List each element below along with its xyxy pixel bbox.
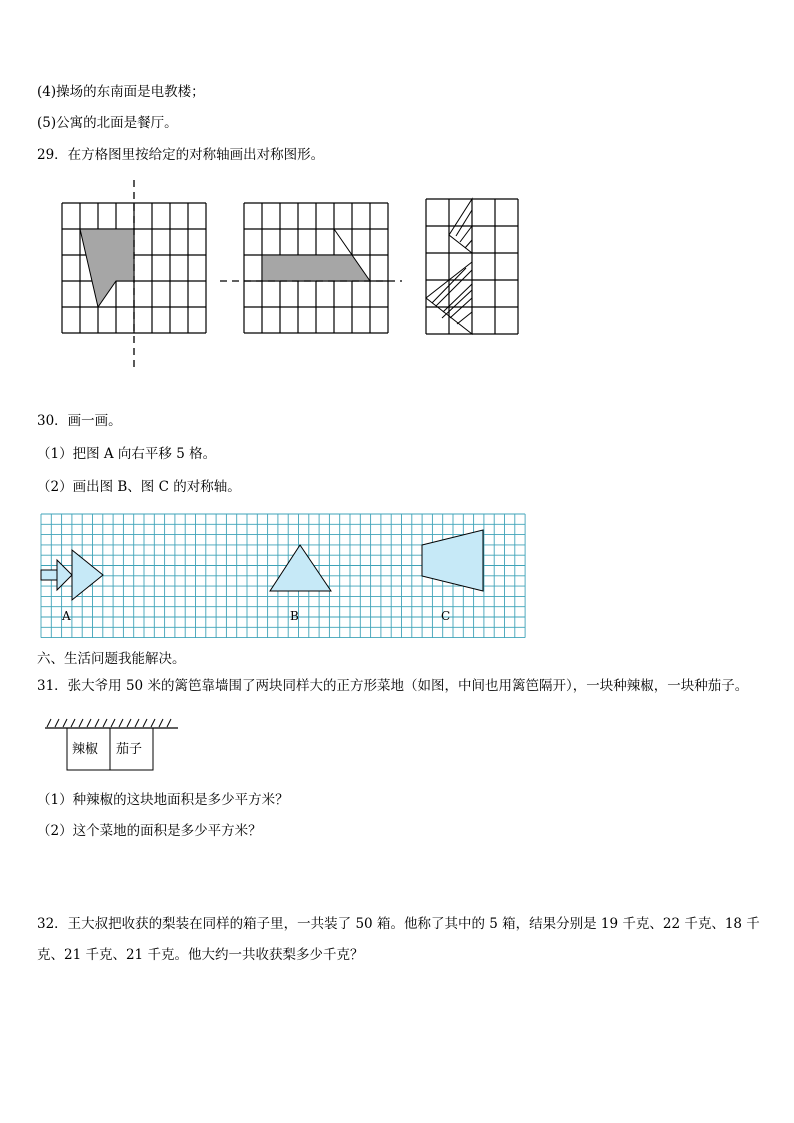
section-6: 六、生活问题我能解决。	[37, 651, 186, 667]
label-c: C	[441, 609, 451, 623]
text-line-5: (5)公寓的北面是餐厅。	[37, 115, 178, 131]
plot-label-eggplant: 茄子	[116, 742, 143, 757]
question-30-1: （1）把图 A 向右平移 5 格。	[37, 446, 217, 462]
label-a: A	[62, 609, 71, 623]
question-31-1: （1）种辣椒的这块地面积是多少平方米？	[37, 792, 289, 808]
plot-label-pepper: 辣椒	[72, 742, 99, 757]
question-29: 29．在方格图里按给定的对称轴画出对称图形。	[37, 147, 325, 163]
question-31-2: （2）这个菜地的面积是多少平方米？	[37, 823, 262, 839]
question-32-line-1: 32．王大叔把收获的梨装在同样的箱子里，一共装了 50 箱。他称了其中的 5 箱，结果分别是 19 千克、22 千克、18 千	[37, 916, 760, 932]
text-line-4: (4)操场的东南面是电教楼；	[37, 84, 205, 100]
label-b: B	[290, 609, 299, 623]
question-31: 31．张大爷用 50 米的篱笆靠墙围了两块同样大的正方形菜地（如图，中间也用篱笆隔开），一块种辣椒，一块种茄子。	[37, 678, 749, 694]
question-30: 30．画一画。	[37, 413, 122, 429]
question-32-line-2: 克、21 千克、21 千克。他大约一共收获梨多少千克？	[37, 947, 364, 963]
question-30-2: （2）画出图 B、图 C 的对称轴。	[37, 479, 241, 495]
